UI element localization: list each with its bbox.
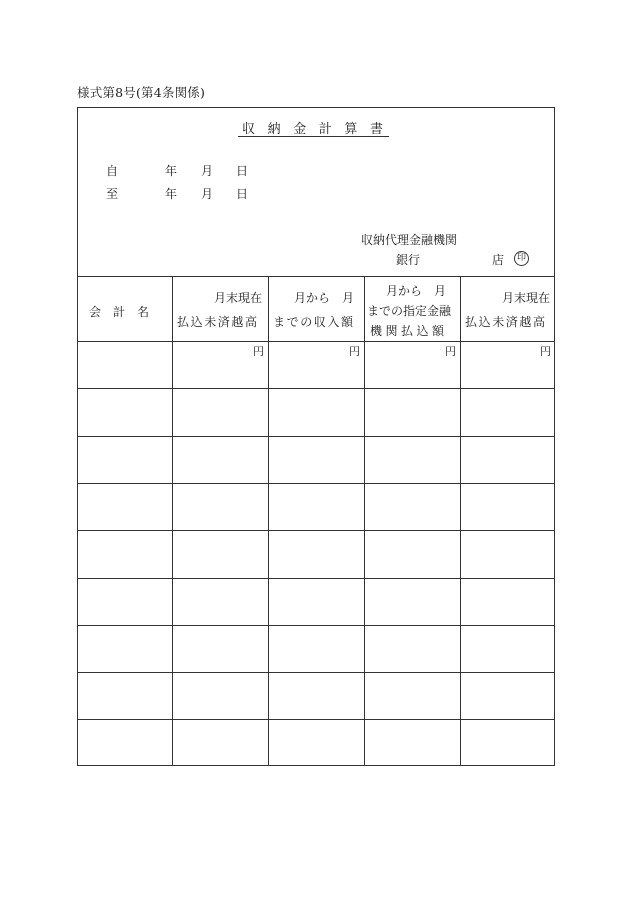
header-col4-line2: までの指定金融	[367, 304, 452, 318]
row-divider	[77, 625, 555, 626]
row-divider	[77, 530, 555, 531]
unit-label: 円	[253, 345, 264, 358]
seal-mark: 印	[514, 251, 529, 266]
row-divider	[77, 388, 555, 389]
row-divider	[77, 672, 555, 673]
column-divider	[172, 276, 173, 766]
header-col5-line1: 月末現在	[502, 291, 551, 305]
header-account-name: 会 計 名	[89, 305, 150, 319]
unit-label: 円	[349, 345, 360, 358]
header-col2-line1: 月末現在	[214, 291, 263, 305]
from-day: 日	[236, 164, 249, 178]
branch-label: 店	[492, 253, 505, 267]
row-divider	[77, 719, 555, 720]
header-col2-line2: 払込未済越高	[177, 315, 259, 329]
column-divider	[268, 276, 269, 766]
row-divider	[77, 578, 555, 579]
column-divider	[460, 276, 461, 766]
bank-label: 銀行	[396, 253, 421, 267]
column-divider	[364, 276, 365, 766]
header-col3-line1: 月から 月	[294, 291, 355, 305]
from-year: 年	[165, 164, 178, 178]
to-label: 至	[106, 187, 119, 201]
table-border-top	[77, 276, 555, 277]
header-col4-line1: 月から 月	[386, 284, 447, 298]
from-month: 月	[201, 164, 214, 178]
to-year: 年	[165, 187, 178, 201]
header-col5-line2: 払込未済越高	[465, 315, 547, 329]
header-divider	[77, 341, 555, 342]
unit-label: 円	[540, 345, 551, 358]
title-underline	[238, 136, 389, 137]
form-title: 収納金計算書	[242, 122, 396, 137]
agency-label: 収納代理金融機関	[361, 233, 458, 247]
header-col3-line2: までの収入額	[273, 315, 355, 329]
unit-label: 円	[445, 345, 456, 358]
from-label: 自	[106, 164, 119, 178]
header-col4-line3: 機関払込額	[370, 324, 448, 338]
row-divider	[77, 483, 555, 484]
row-divider	[77, 436, 555, 437]
to-day: 日	[236, 187, 249, 201]
to-month: 月	[201, 187, 214, 201]
form-number: 様式第8号(第4条関係)	[77, 85, 206, 100]
